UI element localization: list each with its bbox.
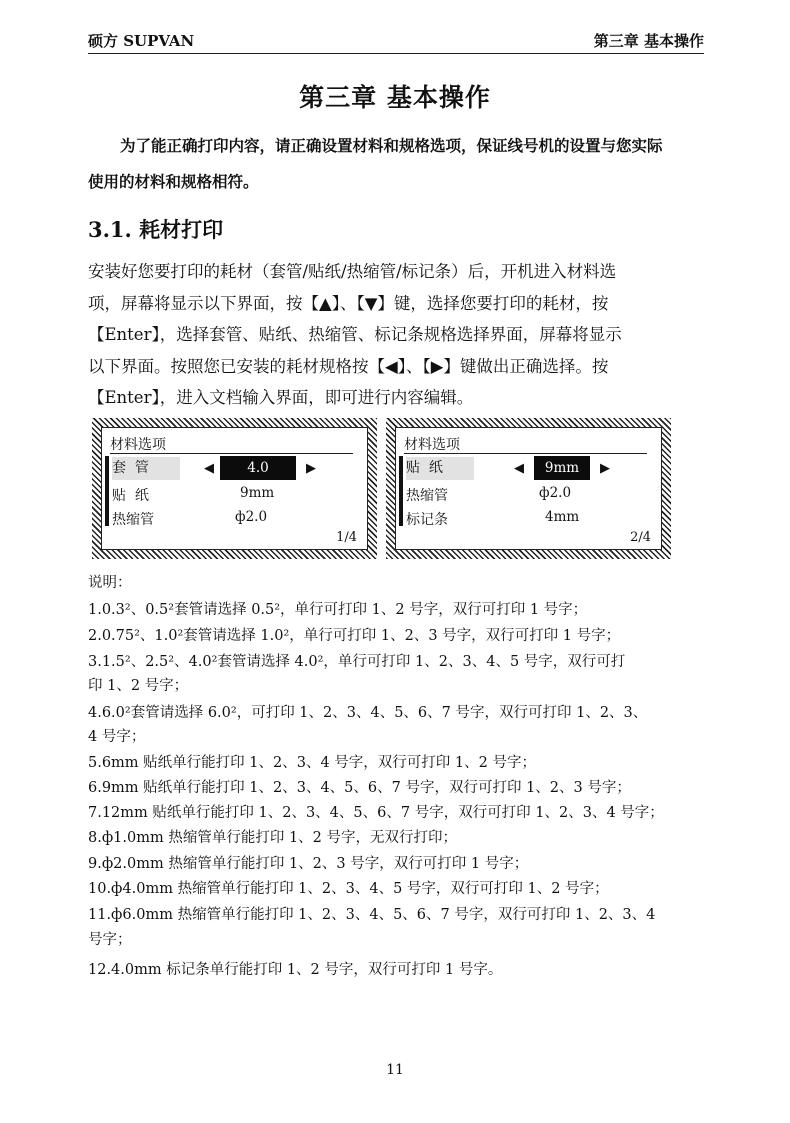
- note-line: 号字；: [88, 932, 132, 948]
- row-label: 热缩管: [406, 488, 448, 504]
- screen-title-divider: [404, 453, 647, 454]
- section-title: 3.1. 耗材打印: [88, 217, 224, 242]
- selected-value: 4.0: [220, 456, 296, 480]
- row-value: ф2.0: [539, 485, 572, 501]
- note-line: 2.0.75²、1.0²套管请选择 1.0²，单行可打印 1、2、3 号字，双行可打印 1 号字；: [88, 628, 621, 644]
- scroll-indicator: [399, 456, 403, 526]
- row-label: 热缩管: [112, 512, 154, 528]
- selected-value: 9mm: [534, 456, 590, 480]
- device-screen-1: [92, 418, 377, 559]
- row-label: 贴 纸: [112, 488, 149, 504]
- page-number: 11: [386, 1062, 404, 1078]
- screen-title: 材料选项: [110, 437, 166, 453]
- screen-row-selected: [112, 457, 180, 480]
- screen-title: 材料选项: [404, 437, 460, 453]
- row-value: 4mm: [545, 509, 580, 525]
- header-left: 硕方 SUPVAN: [88, 32, 195, 50]
- scroll-indicator: [105, 456, 109, 526]
- header-divider: [88, 53, 704, 54]
- page-indicator: 2/4: [630, 530, 651, 545]
- paragraph-line: 安装好您要打印的耗材（套管/贴纸/热缩管/标记条）后，开机进入材料选: [88, 262, 617, 281]
- screen-row-selected: [406, 457, 474, 480]
- paragraph-line: 以下界面。按照您已安装的耗材规格按【◀】、【▶】键做出正确选择。按: [88, 356, 609, 376]
- body-paragraph: [88, 256, 704, 414]
- note-line: 7.12mm 贴纸单行能打印 1、2、3、4、5、6、7 号字，双行可打印 1、2、3、4 号字；: [88, 805, 664, 821]
- note-line: 11.ф6.0mm 热缩管单行能打印 1、2、3、4、5、6、7 号字，双行可打印 1、2、3、4: [88, 907, 656, 923]
- note-line: 8.ф1.0mm 热缩管单行能打印 1、2 号字，无双行打印；: [88, 830, 458, 846]
- screen-title-divider: [110, 453, 353, 454]
- notes-heading: 说明：: [88, 575, 132, 591]
- left-arrow-icon: ◀: [514, 461, 524, 476]
- intro-line-1: 为了能正确打印内容，请正确设置材料和规格选项，保证线号机的设置与您实际: [120, 136, 663, 155]
- row-label: 贴 纸: [406, 460, 443, 476]
- row-value: ф2.0: [235, 509, 268, 525]
- row-value: 9mm: [240, 485, 275, 501]
- device-screen-2: [386, 418, 671, 559]
- row-label: 套 管: [112, 460, 149, 476]
- intro-text: [88, 128, 704, 200]
- right-arrow-icon: ▶: [306, 461, 316, 476]
- note-line: 12.4.0mm 标记条单行能打印 1、2 号字，双行可打印 1 号字。: [88, 962, 503, 978]
- right-arrow-icon: ▶: [600, 461, 610, 476]
- row-label: 标记条: [406, 512, 448, 528]
- note-line: 4 号字；: [88, 729, 146, 745]
- page-indicator: 1/4: [336, 530, 357, 545]
- chapter-title: 第三章 基本操作: [299, 83, 491, 112]
- note-line: 6.9mm 贴纸单行能打印 1、2、3、4、5、6、7 号字，双行可打印 1、2、3 号字；: [88, 780, 631, 796]
- note-line: 3.1.5²、2.5²、4.0²套管请选择 4.0²，单行可打印 1、2、3、4、5 号字，双行可打: [88, 654, 626, 670]
- note-line: 4.6.0²套管请选择 6.0²，可打印 1、2、3、4、5、6、7 号字，双行可打印 1、2、3、: [88, 705, 648, 721]
- left-arrow-icon: ◀: [204, 461, 214, 476]
- paragraph-line: 【Enter】，选择套管、贴纸、热缩管、标记条规格选择界面，屏幕将显示: [88, 325, 622, 344]
- header-right: 第三章 基本操作: [593, 32, 704, 50]
- note-line: 印 1、2 号字；: [88, 678, 189, 694]
- note-line: 10.ф4.0mm 热缩管单行能打印 1、2、3、4、5 号字，双行可打印 1、2 号字；: [88, 881, 609, 897]
- paragraph-line: 【Enter】，进入文档输入界面，即可进行内容编辑。: [88, 388, 474, 407]
- note-line: 1.0.3²、0.5²套管请选择 0.5²，单行可打印 1、2 号字，双行可打印 1 号字；: [88, 602, 588, 618]
- note-line: 5.6mm 贴纸单行能打印 1、2、3、4 号字，双行可打印 1、2 号字；: [88, 755, 536, 771]
- intro-line-2: 使用的材料和规格相符。: [88, 172, 259, 191]
- paragraph-line: 项，屏幕将显示以下界面，按【▲】、【▼】键，选择您要打印的耗材，按: [88, 293, 609, 313]
- note-line: 9.ф2.0mm 热缩管单行能打印 1、2、3 号字，双行可打印 1 号字；: [88, 856, 529, 872]
